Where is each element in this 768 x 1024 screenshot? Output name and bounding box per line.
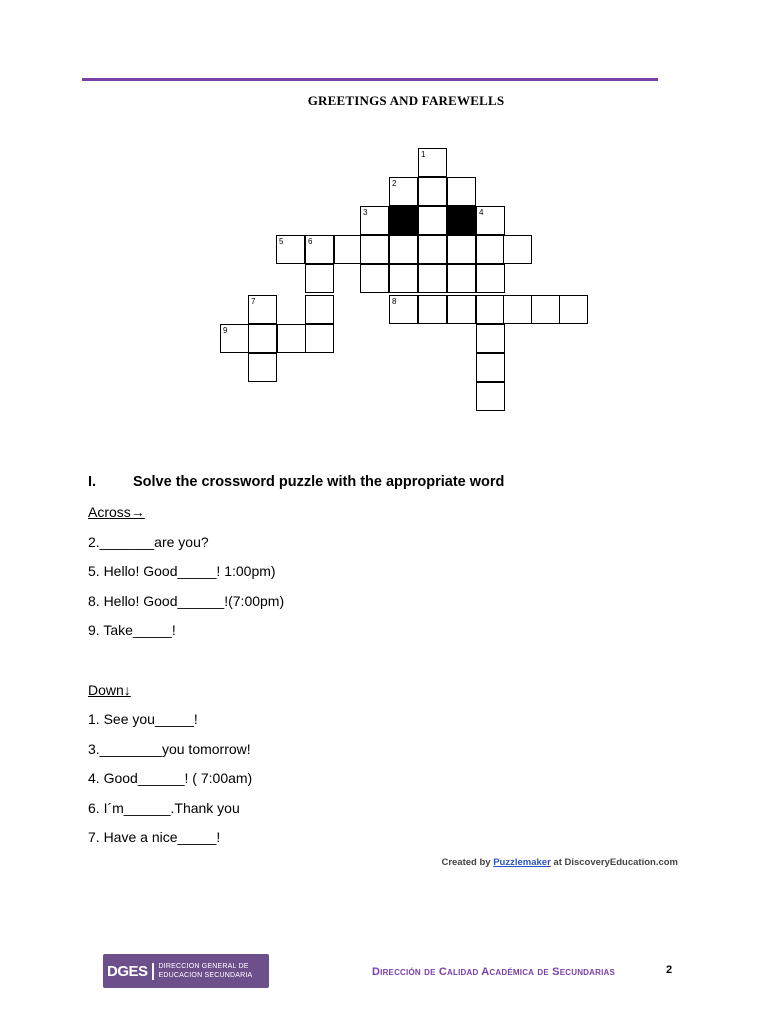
crossword-cell[interactable] [447, 177, 476, 206]
crossword-cell[interactable] [476, 264, 505, 293]
instructions-heading [88, 474, 504, 490]
page-number: 2 [666, 964, 673, 976]
clue-number: 3 [363, 208, 368, 217]
crossword-cell[interactable] [389, 264, 418, 293]
puzzlemaker-credit [441, 857, 678, 868]
crossword-cell[interactable] [447, 295, 476, 324]
page-title: GREETINGS AND FAREWELLS [307, 93, 505, 108]
crossword-cell[interactable] [360, 206, 389, 235]
crossword-cell[interactable] [418, 295, 447, 324]
crossword-cell[interactable] [476, 353, 505, 382]
crossword-grid [0, 0, 768, 430]
clue-number: 5 [279, 237, 284, 246]
crossword-cell[interactable] [248, 353, 277, 382]
crossword-cell[interactable] [220, 324, 249, 353]
down-heading: Down↓ [88, 682, 131, 698]
crossword-cell[interactable] [334, 235, 363, 264]
crossword-cell[interactable] [418, 148, 447, 177]
crossword-cell[interactable] [418, 206, 447, 235]
crossword-cell[interactable] [389, 235, 418, 264]
crossword-cell[interactable] [476, 235, 505, 264]
clue-number: 4 [479, 208, 484, 217]
logo-text [159, 962, 253, 980]
crossword-cell[interactable] [418, 264, 447, 293]
blocked-cell [389, 206, 418, 235]
clue-number: 2 [392, 179, 397, 188]
clue-number: 1 [421, 150, 426, 159]
crossword-cell[interactable] [447, 264, 476, 293]
blocked-cell [447, 206, 476, 235]
credit-prefix: Created by [441, 857, 494, 868]
crossword-cell[interactable] [305, 264, 334, 293]
crossword-cell[interactable] [503, 295, 532, 324]
down-clue: 7. Have a nice_____! [88, 829, 221, 845]
clue-number: 9 [223, 326, 228, 335]
crossword-cell[interactable] [305, 324, 334, 353]
crossword-cell[interactable] [276, 235, 305, 264]
section-numeral: I. [88, 474, 97, 490]
crossword-cell[interactable] [389, 295, 418, 324]
across-clue: 2._______are you? [88, 534, 209, 550]
crossword-cell[interactable] [476, 206, 505, 235]
credit-suffix: at DiscoveryEducation.com [550, 857, 678, 868]
crossword-cell[interactable] [305, 235, 334, 264]
instructions-text: Solve the crossword puzzle with the appropriate word [133, 474, 505, 490]
crossword-cell[interactable] [418, 235, 447, 264]
crossword-cell[interactable] [360, 264, 389, 293]
crossword-cell[interactable] [503, 235, 532, 264]
down-clue: 4. Good______! ( 7:00am) [88, 770, 253, 786]
crossword-cell[interactable] [305, 295, 334, 324]
puzzlemaker-link[interactable]: Puzzlemaker [493, 857, 551, 868]
crossword-cell[interactable] [360, 235, 389, 264]
down-clue: 1. See you_____! [88, 711, 198, 727]
crossword-cell[interactable] [277, 324, 306, 353]
logo-line-1: DIRECCION GENERAL DE [158, 963, 249, 970]
crossword-cell[interactable] [559, 295, 588, 324]
logo-line-2: EDUCACION SECUNDARIA [158, 972, 253, 979]
crossword-cell[interactable] [389, 177, 418, 206]
crossword-cell[interactable] [248, 295, 277, 324]
down-clue: 3.________you tomorrow! [88, 741, 251, 757]
dges-logo [103, 954, 269, 988]
footer-department: Dirección de Calidad Académica de Secundarias [372, 966, 616, 978]
crossword-cell[interactable] [476, 382, 505, 411]
crossword-cell[interactable] [248, 324, 277, 353]
across-clue: 8. Hello! Good______!(7:00pm) [88, 593, 285, 609]
across-clue: 5. Hello! Good_____! 1:00pm) [88, 563, 276, 579]
down-clue: 6. I´m______.Thank you [88, 800, 240, 816]
crossword-cell[interactable] [476, 324, 505, 353]
crossword-cell[interactable] [476, 295, 505, 324]
clue-number: 8 [392, 297, 397, 306]
crossword-cell[interactable] [447, 235, 476, 264]
clue-number: 6 [308, 237, 313, 246]
across-heading: Across→ [88, 504, 145, 520]
across-clue: 9. Take_____! [88, 622, 176, 638]
crossword-cell[interactable] [531, 295, 560, 324]
clue-number: 7 [251, 297, 256, 306]
logo-mark: DGES [107, 963, 154, 980]
crossword-cell[interactable] [418, 177, 447, 206]
